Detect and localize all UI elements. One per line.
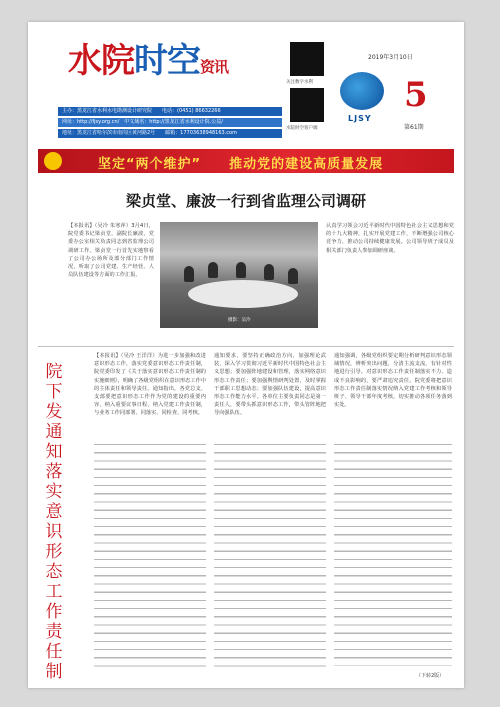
person-shape — [288, 268, 298, 284]
issue-label: 第61期 — [404, 124, 424, 131]
masthead-info-line-3: 地址：黑龙江省哈尔滨市南岗区黄河路2号 邮箱：17703638948163.com — [58, 129, 282, 138]
section-divider — [38, 346, 454, 347]
person-shape — [208, 262, 218, 278]
article1-col1: 【本报讯】（吴冷 朱寒萍）3月4日，院党委书记梁贞堂、副院长廉波，党委办公室相关负责同志到省监理公司调研工作。梁贞堂一行首先实地察看了公司办公场所及部分部门工作情况，听取了公司党建、生产经营、人员队伍建设等方面的工作汇报。 — [68, 223, 154, 279]
slogan-banner — [38, 149, 454, 173]
qr-caption-bottom: 水院时空客户端 — [286, 126, 318, 131]
masthead-info-line-2: 网址：http://fjsy.org.cn/ 中文域名：http://黑龙江省水利设计院.公益/ — [58, 118, 282, 127]
article1-col3: 认真学习领会习近平新时代中国特色社会主义思想和党的十九大精神，扎实开展党建工作，不断增强公司核心竞争力，推动公司持续健康发展。公司领导班子成员及相关部门负责人参加调研座谈。 — [326, 223, 454, 254]
title-part3: 资讯 — [200, 58, 229, 76]
banner-text: 坚定“两个维护” 推动党的建设高质量发展 — [98, 157, 384, 172]
qr-code-icon-2 — [290, 88, 324, 122]
person-shape — [264, 264, 274, 280]
newspaper-title — [68, 41, 229, 81]
article1-headline: 梁贞堂、廉波一行到省监理公司调研 — [125, 192, 366, 210]
article2-col1: 【本报讯】（吴冷 王洋洋）为进一步加强和改进意识形态工作，落实党委意识形态工作责任制，院党委印发了《关于落实意识形态工作责任制的实施细则》，明确了各级党组织在意识形态工作中的主体责任和领导责任。通知指出，各党总支、支部要把意识形态工作作为党的建设的重要内容，纳入重要议事日程，纳入党建工作责任制，与业务工作同部署、同落实、同检查、同考核。 — [94, 353, 206, 417]
meeting-table — [188, 280, 298, 308]
institute-logo-icon — [340, 72, 384, 110]
continued-note: （下转2版） — [416, 673, 445, 679]
article2-col2: 通知要求，要坚持正确政治方向，加强理论武装，深入学习贯彻习近平新时代中国特色社会主义思想；要加强阵地建设和管理，落实网络意识形态工作责任；要加强舆情研判处置，及时掌握干部职工思想动态；要加强队伍建设，提高意识形态工作能力水平。各单位主要负责同志是第一责任人，要带头抓意识形态工作，带头管阵地把导向强队伍。 — [214, 353, 326, 417]
person-shape — [236, 262, 246, 278]
masthead-info-line-1: 主办：黑龙江省水利水电勘测设计研究院 电话：(0451) 86632266 — [58, 107, 282, 116]
article2-col3: 通知强调，各级党组织要定期分析研判意识形态领域情况，辨析突出问题，分清主流支流，有针对性地进行引导。对意识形态工作责任制落实不力、造成不良影响的，要严肃追究责任。院党委将把意识形态工作责任制落实情况纳入党建工作考核和领导班子、领导干部年度考核，切实推动各项任务落到实处。 — [334, 353, 452, 409]
newspaper-page — [28, 22, 464, 688]
logo-text: LJSY — [348, 114, 372, 123]
article2-vertical-title: 院下发通知落实意识形态工作责任制 — [45, 362, 63, 682]
issue-date: 2019年3月10日 — [368, 54, 413, 61]
article2-col3-lines — [334, 444, 452, 666]
party-emblem-icon — [44, 152, 62, 170]
issue-number: 5 — [404, 75, 428, 115]
qr-caption-top: 关注数字水利 — [286, 80, 313, 85]
photo-caption: 摄影：吴冷 — [228, 318, 251, 323]
article2-col2-lines — [214, 444, 326, 672]
person-shape — [184, 266, 194, 282]
qr-code-icon — [290, 42, 324, 76]
title-part1: 水院 — [68, 41, 134, 81]
meeting-photo — [160, 222, 318, 328]
article2-col1-lines — [94, 444, 206, 672]
title-part2: 时空 — [134, 41, 200, 81]
